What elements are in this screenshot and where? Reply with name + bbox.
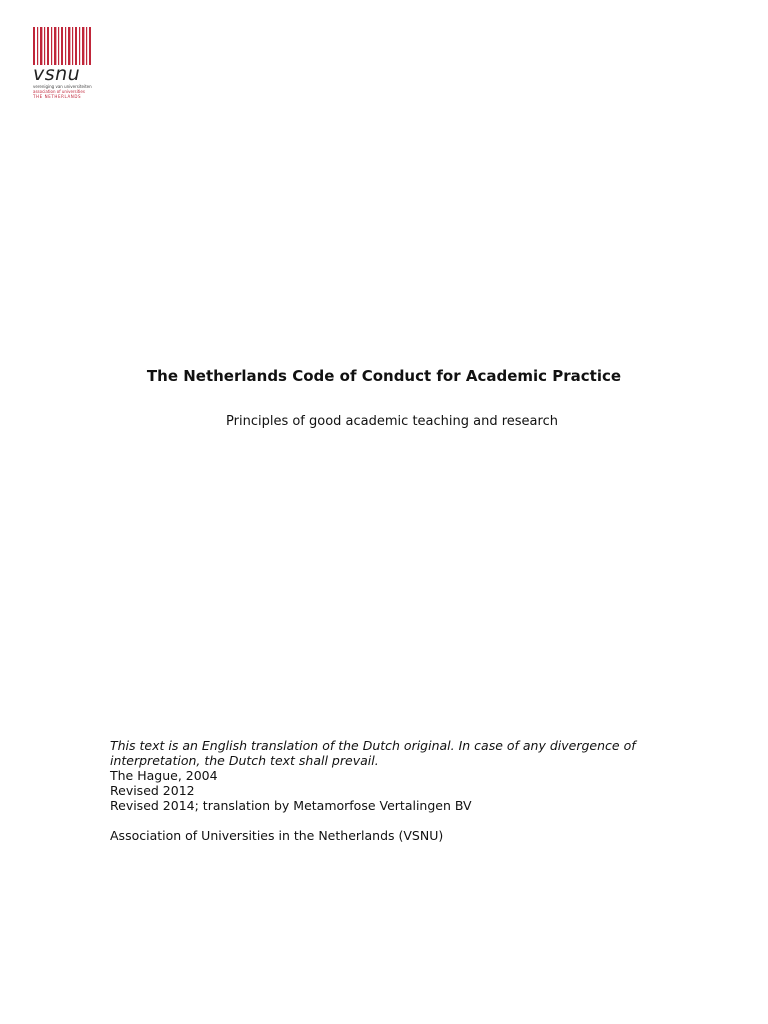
translation-note: This text is an English translation of the Dutch original. In case of any divergence of interpretation, the Dutch text shall prevail. xyxy=(110,738,636,768)
logo-tagline-english: association of universities xyxy=(33,89,85,94)
document-subtitle: Principles of good academic teaching and research xyxy=(226,414,558,429)
vsnu-logo xyxy=(33,27,95,103)
history-line-revised-2012: Revised 2012 xyxy=(110,783,195,798)
logo-wordmark: vsnu xyxy=(33,63,81,85)
logo-tagline-dutch: vereniging van universiteiten xyxy=(33,84,92,89)
document-title: The Netherlands Code of Conduct for Academic Practice xyxy=(146,367,622,385)
document-footer xyxy=(110,738,690,843)
publisher-line: Association of Universities in the Netherlands (VSNU) xyxy=(110,828,444,843)
barcode-logo-icon xyxy=(33,27,91,65)
history-line-revised-2014: Revised 2014; translation by Metamorfose Vertalingen BV xyxy=(110,798,472,813)
history-line-hague: The Hague, 2004 xyxy=(110,768,218,783)
logo-tagline-country: THE NETHERLANDS xyxy=(33,94,82,99)
